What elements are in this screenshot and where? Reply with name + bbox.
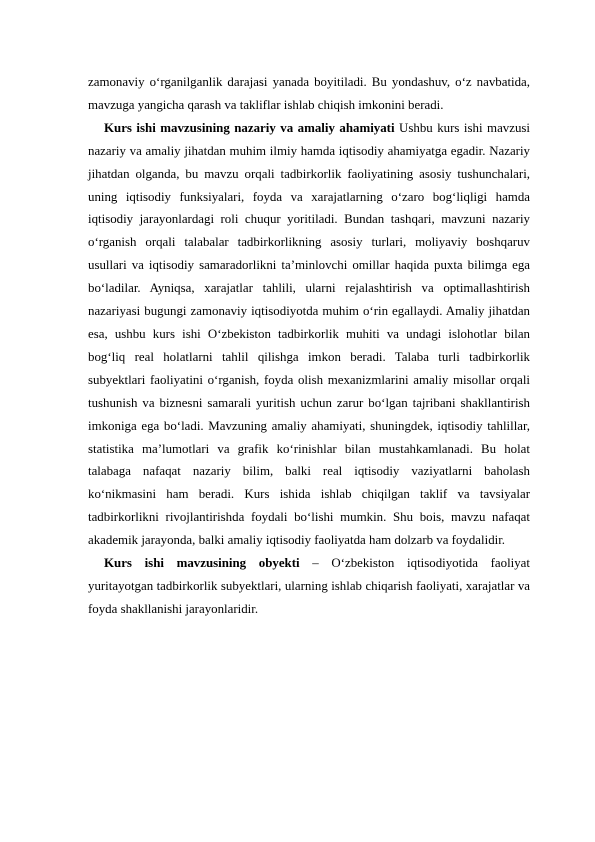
document-body [88,71,530,621]
paragraph-object [88,552,530,621]
paragraph-text: zamonaviy o‘rganilganlik darajasi yanada boyitiladi. Bu yondashuv, o‘z navbatida, mavzuga yangicha qarash va takliflar ishlab chiqish imkonini beradi. [88,75,530,112]
section-heading-object: Kurs ishi mavzusining obyekti [104,556,300,571]
paragraph-text: Ushbu kurs ishi mavzusi nazariy va amaliy jihatdan muhim ilmiy hamda iqtisodiy ahamiyatga egadir. Nazariy jihatdan olganda, bu mavzu orqali tadbirkorlik faoliyatining asosiy tushunchalari, uning iqtisodiy funksiyalari, foyda va xarajatlarning o‘zaro bog‘liqligi hamda iqtisodiy jarayonlardagi roli chuqur yoritiladi. Bundan tashqari, mavzuni nazariy o‘rganish orqali talabalar tadbirkorlikning asosiy turlari, moliyaviy boshqaruv usullari va iqtisodiy samaradorlikni ta’minlovchi omillar haqida puxta bilimga ega bo‘ladilar. Ayniqsa, xarajatlar tahlili, ularni rejalashtirish va optimallashtirish nazariyasi bugungi zamonaviy iqtisodiyotda muhim o‘rin egallaydi. Amaliy jihatdan esa, ushbu kurs ishi O‘zbekiston tadbirkorlik muhiti va undagi islohotlar bilan bog‘liq real holatlarni tahlil qilishga imkon beradi. Talaba turli tadbirkorlik subyektlari faoliyatini o‘rganish, foyda olish mexanizmlarini amaliy misollar orqali tushunish va biznesni samarali yuritish uchun zarur bo‘lgan tajribani shakllantirish imkoniga ega bo‘ladi. Mavzuning amaliy ahamiyati, shuningdek, iqtisodiy tahlillar, statistika ma’lumotlari va grafik ko‘rinishlar bilan mustahkamlanadi. Bu holat talabaga nafaqat nazariy bilim, balki real iqtisodiy vaziyatlarni baholash ko‘nikmasini ham beradi. Kurs ishida ishlab chiqilgan taklif va tavsiyalar tadbirkorlikni rivojlantirishda foydali bo‘lishi mumkin. Shu bois, mavzu nafaqat akademik jarayonda, balki amaliy iqtisodiy faoliyatda ham dolzarb va foydalidir. [88,120,530,548]
paragraph-text: – O‘zbekiston iqtisodiyotida faoliyat yuritayotgan tadbirkorlik subyektlari, ularning ishlab chiqarish faoliyati, xarajatlar va foyda shakllanishi jarayonlaridir. [88,556,530,616]
section-heading-significance: Kurs ishi mavzusining nazariy va amaliy ahamiyati [104,120,395,135]
paragraph-intro-continuation [88,71,530,117]
paragraph-significance [88,117,530,552]
